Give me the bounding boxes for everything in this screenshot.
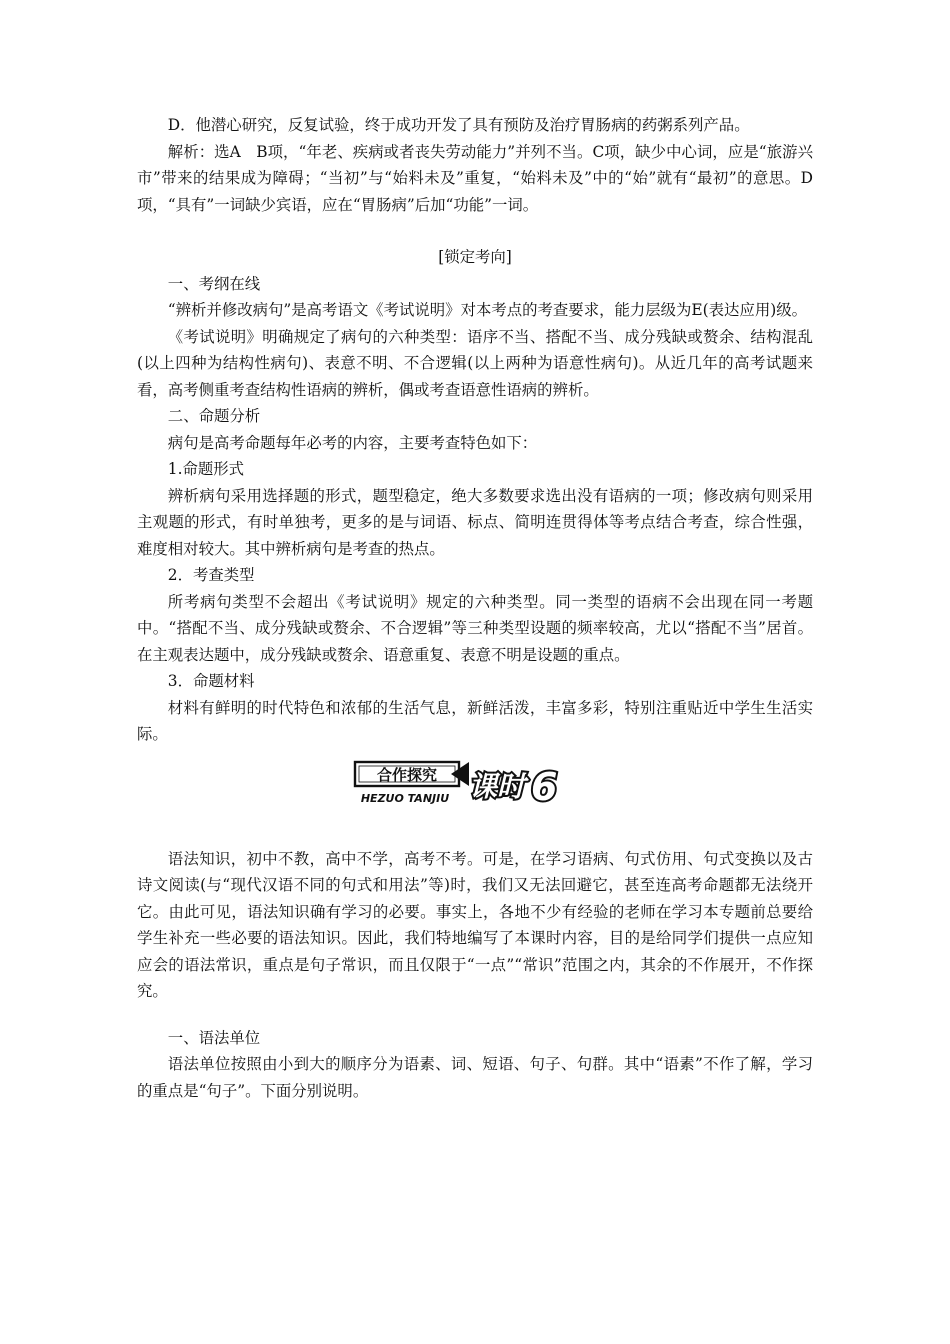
banner-number: 6 — [531, 764, 558, 809]
banner-box-text: 合作探究 — [376, 765, 438, 784]
document-page — [137, 112, 813, 1104]
heading-syllabus: 一、考纲在线 — [167, 274, 261, 293]
heading-analysis: 二、命题分析 — [167, 407, 261, 425]
heading-grammar-units: 一、语法单位 — [167, 1028, 261, 1047]
lesson-banner-graphic — [345, 754, 605, 816]
option-d: D．他潜心研究，反复试验，终于成功开发了具有预防及治疗胃肠病的药粥系列产品。 — [167, 116, 750, 134]
heading-types: 2．考查类型 — [167, 566, 255, 584]
syllabus-paragraph-2: 《考试说明》明确规定了病句的六种类型：语序不当、搭配不当、成分残缺或赘余、结构混乱(以上四种为结构性病句)、表意不明、不合逻辑(以上两种为语意性病句)。从近几年的高考试题来看，高考侧重考查结构性语病的辨析，偶或考查语意性语病的辨析。 — [137, 327, 813, 399]
banner-lesson: 课时 — [469, 769, 526, 803]
banner-pinyin: HEZUO TANJIU — [360, 791, 450, 805]
analysis-intro: 病句是高考命题每年必考的内容，主要考查特色如下： — [167, 433, 538, 452]
form-paragraph: 辨析病句采用选择题的形式，题型稳定，绝大多数要求选出没有语病的一项；修改病句则采用主观题的形式，有时单独考，更多的是与词语、标点、简明连贯得体等考点结合考查，综合性强，难度相对较大。其中辨析病句是考查的热点。 — [137, 486, 813, 558]
material-paragraph: 材料有鲜明的时代特色和浓郁的生活气息，新鲜活泼，丰富多彩，特别注重贴近中学生生活实际。 — [137, 698, 813, 743]
lesson-intro: 语法知识，初中不教，高中不学，高考不考。可是，在学习语病、句式仿用、句式变换以及古诗文阅读(与“现代汉语不同的句式和用法”等)时，我们又无法回避它，甚至连高考命题都无法绕开它。由此可见，语法知识确有学习的必要。事实上，各地不少有经验的老师在学习本专题前总要给学生补充一些必要的语法知识。因此，我们特地编写了本课时内容，目的是给同学们提供一点应知应会的语法常识，重点是句子常识，而且仅限于“一点”“常识”范围之内，其余的不作展开，不作探究。 — [137, 849, 813, 1000]
types-paragraph: 所考病句类型不会超出《考试说明》规定的六种类型。同一类型的语病不会出现在同一考题中。“搭配不当、成分残缺或赘余、不合逻辑”等三种类型设题的频率较高，尤以“搭配不当”居首。在主观表达题中，成分残缺或赘余、语意重复、表意不明是设题的重点。 — [137, 592, 813, 664]
heading-material: 3．命题材料 — [167, 672, 255, 690]
grammar-units-paragraph: 语法单位按照由小到大的顺序分为语素、词、短语、句子、句群。其中“语素”不作了解，学习的重点是“句子”。下面分别说明。 — [137, 1055, 813, 1100]
syllabus-paragraph-1: “辨析并修改病句”是高考语文《考试说明》对本考点的考查要求，能力层级为E(表达应用)级。 — [167, 301, 808, 319]
section-title-lock: [锁定考向] — [438, 248, 512, 266]
analysis-paragraph: 解析：选A B项，“年老、疾病或者丧失劳动能力”并列不当。C项，缺少中心词，应是“旅游兴市”带来的结果成为障碍；“当初”与“始料未及”重复，“始料未及”中的“始”就有“最初”的意思。D项，“具有”一词缺少宾语，应在“胃肠病”后加“功能”一词。 — [137, 142, 813, 214]
lesson-banner — [345, 754, 605, 816]
heading-form: 1.命题形式 — [167, 460, 245, 478]
